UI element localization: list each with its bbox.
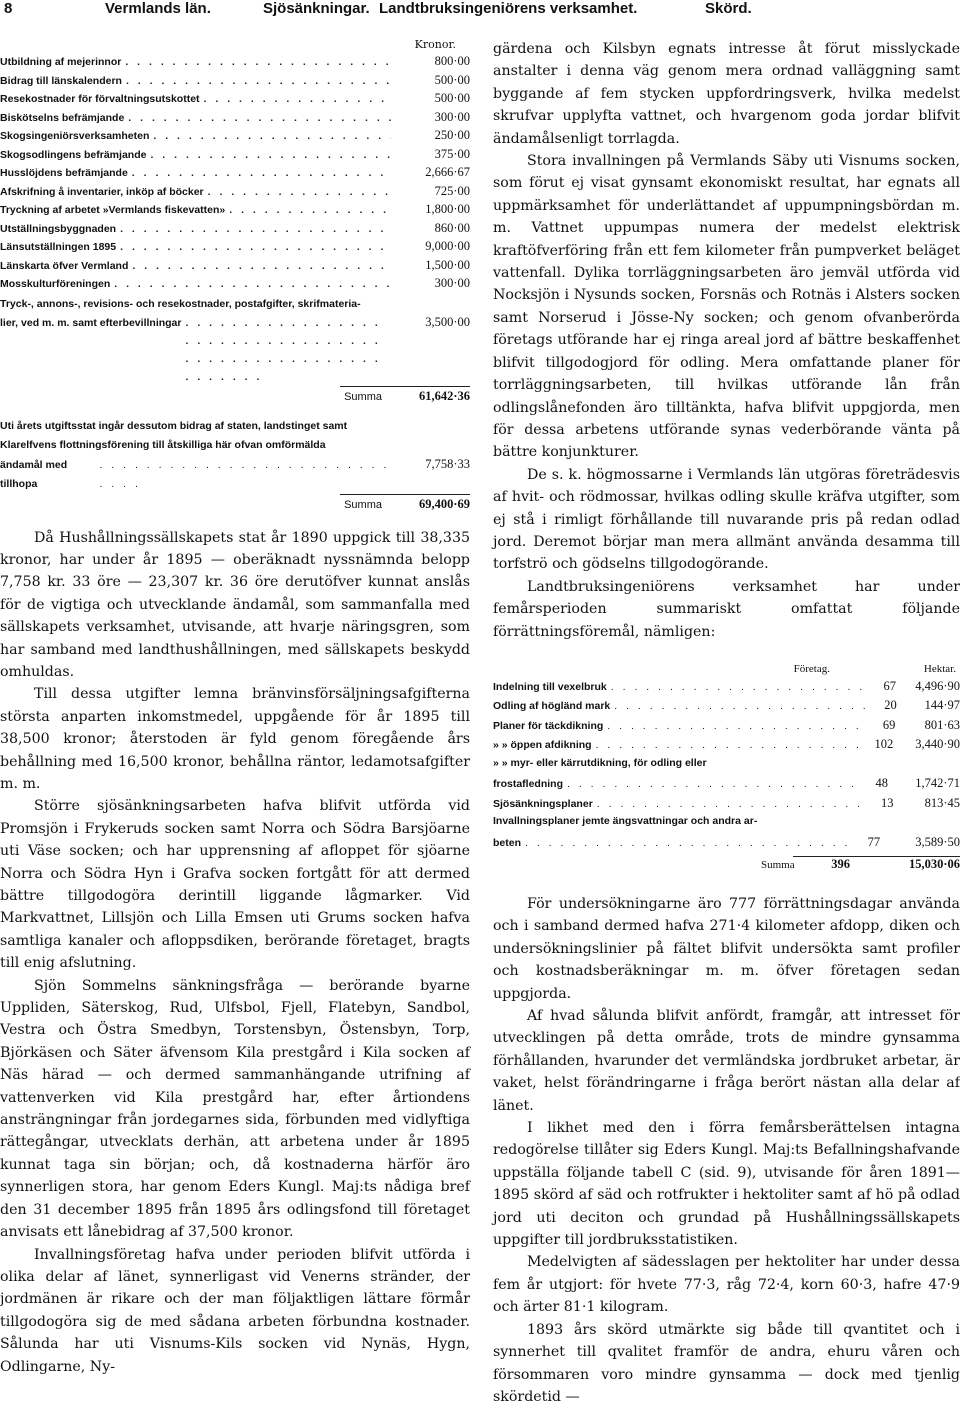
table-row — [493, 737, 960, 757]
ledger-row — [0, 276, 470, 295]
table-row — [493, 835, 960, 855]
note-line-3: ändamål med tillhopa — [0, 458, 68, 490]
table-row-label: Odling af högländ mark — [493, 700, 611, 713]
ledger-label: Länskarta öfver Vermland — [0, 259, 129, 272]
ledger-label: Länsutställningen 1895 — [0, 241, 117, 253]
table-body — [493, 679, 960, 855]
ledger-label-line2: lier, ved m. m. samt efterbevillningar — [0, 316, 182, 329]
total-row — [0, 495, 470, 517]
table-row-hektar: 144·97 — [924, 698, 960, 713]
paragraph: Medelvigten af sädesslagen per hektoliter har under dessa fem år utgjort: för hvete 77·3, råg 72·4, korn 60·3, hafre 47·9 och ärter 81·1 kilogram. — [493, 1254, 960, 1316]
ledger-label: Husslöjdens befrämjande — [0, 167, 128, 179]
table-sum-hektar: 15,030·06 — [908, 857, 960, 872]
page-number: 8 — [4, 0, 13, 17]
table-row — [493, 679, 960, 699]
table-row-hektar: 3,440·90 — [915, 737, 960, 752]
paragraph: Då Hushållningssällskapets stat år 1890 uppgick till 38,335 kronor, har under år 1895 — oberäknadt nyssnämnda belopp 7,758 kr. 33 öre — 23,307 kr. 36 öre derutöfver kunnat anslås för de vigtiga och utvecklande ändamål, som sammanfalla med sällskapets verksamhet, utvisande, att hvarje näringsgren, som har samband med landthushållningen, med sällskapets beskydd omhuldas. — [0, 529, 470, 680]
ledger-row — [0, 147, 470, 166]
header-section-2: Landtbruksingeniörens verksamhet. — [379, 0, 638, 17]
paragraph: De s. k. högmossarne i Vermlands län utgöras företrädesvis af hvit- och rödmossar, hvilkas odling skulle kräfva utgifter, som ej stå i rimligt förhållande till nuvarande pris på redan odlad jord. Deremot börjar man mera allmänt använda desamma till torfströ och gödselns tillgodogörande. — [493, 466, 960, 573]
ledger-row — [0, 295, 470, 386]
ledger-value: 500·00 — [434, 91, 470, 105]
total-label: Summa — [344, 498, 382, 511]
col-header-foretag: Företag. — [793, 662, 830, 675]
ledger-row — [0, 165, 470, 184]
ledger-value: 800·00 — [434, 54, 470, 68]
paragraph: 1893 års skörd utmärkte sig både till qvantitet och i synnerhet till qvalitet framför de andra, ehuru våren och försommaren voro mindre gynsamma — dock med tjenlig skördetid — — [493, 1321, 960, 1405]
ledger-label: Biskötselns befrämjande — [0, 111, 125, 124]
table-row-label: Planer för täckdikning — [493, 719, 604, 732]
note-line-1: Uti årets utgiftsstat ingår dessutom bidrag af staten, landstinget samt — [0, 419, 348, 432]
ledger-row — [0, 54, 470, 73]
table-row-hektar: 1,742·71 — [915, 776, 960, 791]
total-value: 69,400·69 — [418, 496, 470, 511]
ledger-row — [0, 258, 470, 277]
ledger-value: 300·00 — [434, 109, 470, 124]
table-row — [493, 757, 960, 777]
col-header-hektar: Hektar. — [923, 662, 956, 675]
table-sum-foretag: 396 — [831, 857, 850, 872]
ledger-row — [0, 184, 470, 203]
note-value: 7,758·33 — [425, 456, 470, 471]
table-row-foretag: 77 — [867, 834, 881, 849]
table-row-label: Invallningsplaner jemte ängsvattningar och andra ar- — [493, 815, 758, 828]
ledger-value: 250·00 — [434, 128, 470, 142]
table-row-label: Indelning till vexelbruk — [493, 680, 607, 693]
ledger-row — [0, 239, 470, 258]
table-row-hektar: 801·63 — [924, 717, 960, 732]
ledger-label: Skogsodlingens befrämjande — [0, 148, 147, 161]
ledger-row — [0, 128, 470, 147]
ledger-row — [0, 221, 470, 240]
expense-ledger — [0, 54, 470, 295]
table-row-label: frostafledning — [493, 778, 563, 791]
table-sum-row — [493, 857, 960, 877]
expense-note — [0, 417, 470, 494]
subtotal-label: Summa — [344, 390, 382, 403]
paragraph: gärdena och Kilsbyn egnats intresse åt förut misslyckade anstalter i denna väg genom mera ordnad valläggning samt byggande af fem stycken uppfordringsverk, hvilka medelst skrufvar upplyfta vattnet, och hvargenom goda jordar blifvit ändamålsenligt torrlagda. — [493, 41, 960, 147]
ledger-label: Utbildning af mejerinnor — [0, 56, 122, 68]
table-row-hektar: 813·45 — [924, 795, 960, 810]
ledger-row — [0, 110, 470, 129]
paragraph: Till dessa utgifter lemna bränvinsförsäljningsafgifterna största anparten inkomstmedel, uppgående för år 1895 till 38,500 kronor; återstoden är fyld genom föregående års behållning med 16,500 kronor, behållna räntor, ledamotsafgifter m. m. — [0, 686, 470, 792]
table-header — [493, 659, 960, 679]
paragraph: Landtbruksingeniörens verksamhet har under femårsperioden summariskt omfattat följande förrättningsföremål, nämligen: — [493, 578, 960, 640]
table-row-label: Sjösänkningsplaner — [493, 797, 593, 810]
ledger-label: Resekostnader för förvaltningsutskottet — [0, 93, 200, 105]
subtotal-row — [0, 387, 470, 409]
table-row-foretag: 69 — [882, 717, 896, 732]
ledger-value: 725·00 — [434, 183, 470, 198]
ledger-row — [0, 73, 470, 92]
ledger-label-line1: Tryck-, annons-, revisions- och resekostnader, postafgifter, skrifmateria- — [0, 297, 361, 310]
header-county: Vermlands län. — [105, 0, 211, 17]
ledger-row — [0, 91, 470, 110]
ledger-row — [0, 202, 470, 221]
table-row-label: beten — [493, 836, 522, 849]
ledger-value: 1,500·00 — [425, 257, 470, 272]
paragraph: Invallningsföretag hafva under perioden blifvit utförda i olika delar af länet, synnerligast vid Venerns stränder, der jordmänen är rikare och der man följaktligen lättare förmår tillgodogöra sig de med sådana arbeten förbundna kostnader. Sålunda har uti Visnums-Kils socken vid Nynäs, Hygn, Odlingarne, Ny- — [0, 1246, 470, 1375]
ledger-value: 860·00 — [434, 220, 470, 235]
table-row-label: » » myr- eller kärrutdikning, för odling eller — [493, 756, 707, 769]
table-row — [493, 776, 960, 796]
paragraph: I likhet med den i förra femårsberättelsen intagna redogörelse tillåter sig Eders Kungl. Maj:ts Befallningshafvande uppställa följande tabell C (sid. 9), utvisande för åren 1891—1895 skörd af säd och rotfrukter i hektoliter samt af hö på odlad jord uti deciton och grundad på Hushållningssällskapets uppgifter till jordbruksstatistiken. — [493, 1120, 960, 1249]
ledger-value: 500·00 — [434, 72, 470, 87]
paragraph: Sjön Sommelns sänkningsfråga — berörande byarne Uppliden, Säterskog, Rud, Ulfsbol, Fjell, Flatebyn, Sandbol, Vestra och Östra Smedbyn, Torstensbyn, Östensbyn, Torp, Björkäsen och Säter äfvensom Kila prestgård i Kila socken af Näs härad — och dermed sammanhängande utrifning af vattenverken vid Kila prestgård har, efter årtiondens ansträngningar från jordegarnes sida, förbunden med vidlyftiga rättegångar, utvecklats derhän, att arbetena under år 1895 kunnat taga sin början; och, då kostnaderna härför äro synnerligen stora, har genom Eders Kungl. Maj:ts nådiga bref den 31 december 1895 från 1895 års odlingsfond till företaget anvisats ett lånebidrag af 37,500 kronor. — [0, 977, 470, 1241]
ledger-label: Bidrag till länskalendern — [0, 74, 122, 87]
paragraph: Stora invallningen på Vermlands Säby uti Visnums socken, som förut ej visat gynsamt ekonomiskt resultat, har egnats all uppmärksamhet för underlättandet af uppumpningsbördan m. m. Vattnet uppumpas numera der medelst elektrisk kraftöfverföring från ett fem kilometer från pumpverket beläget vattenfall. Dylika torrläggningsarbeten äro jemväl utförda vid Nocksjön i Nysunds socken, Forsnäs och Rotnäs i Alsters socken samt Norserud i Jösse-Ny socken; och genom ofvanberörda företags utförande har ej ringa areal jord af bättre beskaffenhet blifvit tillgodogjord för odling. Mera omfattande planer för torrläggningsarbeten, till hvilkas utförande lån från odlingslånefonden äro tilltänkta, hafva blifvit uppgjorda, men för dessa arbetens utförande synas vederbörande vänta på bättre konjunkturer. — [493, 153, 960, 461]
table-row — [493, 698, 960, 718]
table-row-label: » » öppen afdikning — [493, 739, 592, 752]
ledger-value: 2,666·67 — [425, 165, 470, 179]
ledger-label: Mosskulturföreningen — [0, 278, 111, 290]
activity-table — [493, 659, 960, 877]
running-header — [0, 0, 960, 22]
paragraph: Af hvad sålunda blifvit anfördt, framgår, att intresset för utvecklingen på detta område, trots de mindre gynsamma förhållanden, hvarunder det vermländska jordbruket arbetar, är vaket, helst förändringarne i fråga berört nästan alla delar af länet. — [493, 1008, 960, 1114]
table-row-foretag: 13 — [880, 795, 894, 810]
ledger-value: 300·00 — [434, 276, 470, 290]
table-row-foretag: 67 — [883, 678, 897, 693]
table-row — [493, 815, 960, 835]
ledger-label: Utställningsbyggnaden — [0, 222, 117, 235]
ledger-label: Skogsingeniörsverksamheten — [0, 130, 150, 142]
header-section-3: Skörd. — [705, 0, 752, 17]
ledger-label: Tryckning af arbetet »Vermlands fiskevatten» — [0, 204, 226, 216]
table-row-hektar: 4,496·90 — [915, 678, 960, 693]
table-row-hektar: 3,589·50 — [915, 834, 960, 849]
note-line-2: Klarelfvens flottningsförening till åtskilliga här ofvan omförmälda — [0, 438, 326, 451]
ledger-value: 9,000·00 — [425, 239, 470, 253]
ledger-value: 1,800·00 — [425, 202, 470, 216]
table-sum-label: Summa — [761, 859, 795, 872]
table-row-foretag: 102 — [874, 737, 894, 752]
ledger-value: 375·00 — [434, 146, 470, 161]
paragraph: För undersökningarne äro 777 förrättningsdagar använda och i samband dermed hafva 271·4 kilometer afdopp, diken och undersökningslinier på fältet blifvit undersökta samt profiler och kostnadsberäkningar m. m. öfver företagen sedan uppgjorda. — [493, 895, 960, 1002]
table-row-foretag: 20 — [884, 698, 897, 713]
currency-header: Kronor. — [414, 38, 456, 51]
table-row — [493, 718, 960, 738]
table-row — [493, 796, 960, 816]
right-column — [493, 38, 960, 1408]
left-column — [0, 38, 470, 1378]
paragraph: Större sjösänkningsarbeten hafva blifvit utförda vid Promsjön i Frykeruds socken samt Norra och Södra Barsjöarne uti Väse socken; och har upprensning af afloppet för sjöarne Norra och Södra Hyn i Grafva socken fortgått för att dermed bättre tillgodogöra derintill liggande lågmarker. Vid Markvattnet, Lillsjön och Lilla Emsen uti Grums socken hafva samtliga kanaler och afloppsdiken, berörande företaget, bragts till enig afslutning. — [0, 798, 470, 972]
table-row-foretag: 48 — [875, 776, 888, 791]
ledger-value: 3,500·00 — [425, 314, 470, 329]
subtotal-value: 61,642·36 — [418, 388, 470, 403]
ledger-label: Afskrifning å inventarier, inköp af böcker — [0, 185, 204, 198]
header-section-1: Sjösänkningar. — [263, 0, 370, 17]
